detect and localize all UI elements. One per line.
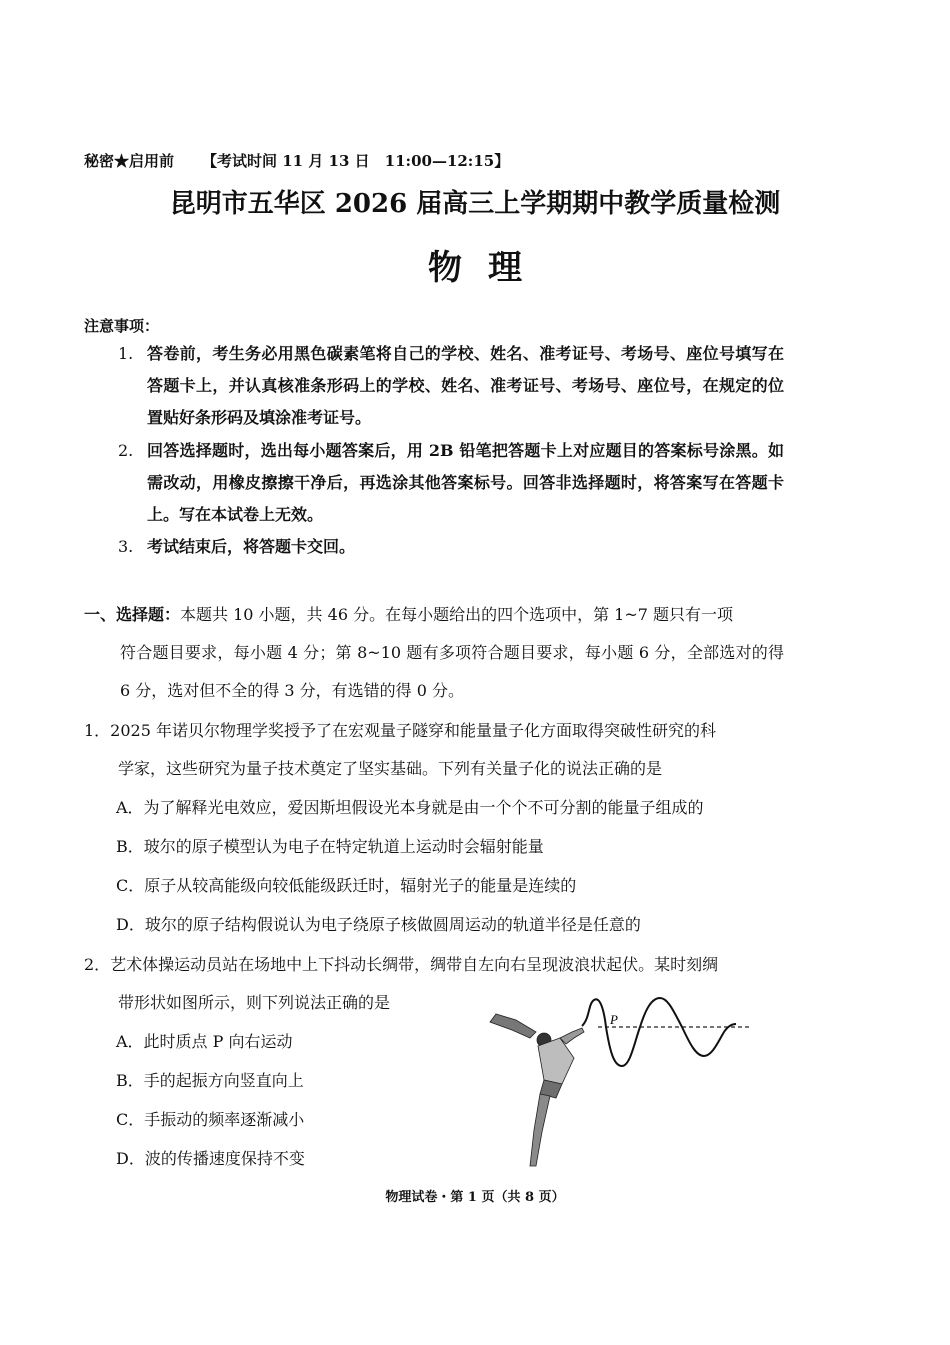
- note-item: [118, 338, 784, 434]
- page-footer: 物理试卷・第 1 页（共 8 页）: [385, 1190, 565, 1205]
- exam-title: 昆明市五华区 2026 届高三上学期期中教学质量检测: [169, 189, 781, 219]
- subject-title: 物理: [428, 248, 548, 288]
- question-stem-cont: 学家，这些研究为量子技术奠定了坚实基础。下列有关量子化的说法正确的是: [118, 759, 663, 778]
- q2-option-a: A．此时质点 P 向右运动: [116, 1032, 293, 1051]
- exam-header: [84, 150, 509, 171]
- q1-option-b: B．玻尔的原子模型认为电子在特定轨道上运动时会辐射能量: [116, 837, 544, 856]
- ribbon-wave: [582, 998, 736, 1066]
- exam-time: 【考试时间 11 月 13 日 11:00—12:15】: [202, 152, 510, 170]
- note-number: 2.: [118, 441, 134, 460]
- q1-option-d: D．玻尔的原子结构假说认为电子绕原子核做圆周运动的轨道半径是任意的: [116, 915, 641, 934]
- question-stem-cont: 带形状如图所示，则下列说法正确的是: [118, 993, 391, 1012]
- note-item: [118, 435, 784, 531]
- gymnast-icon: [490, 1014, 584, 1166]
- section-heading: 一、选择题：: [84, 605, 181, 624]
- q2-option-b: B．手的起振方向竖直向上: [116, 1071, 304, 1090]
- section-text: 本题共 10 小题，共 46 分。在每小题给出的四个选项中，第 1~7 题只有一项: [180, 605, 734, 624]
- note-item: [118, 531, 784, 563]
- question-1: [84, 712, 784, 788]
- gymnast-ribbon-figure: [486, 992, 756, 1170]
- q2-option-c: C．手振动的频率逐渐减小: [116, 1110, 305, 1129]
- q1-option-c: C．原子从较高能级向较低能级跃迁时，辐射光子的能量是连续的: [116, 876, 577, 895]
- section-text-cont: 符合题目要求，每小题 4 分；第 8~10 题有多项符合题目要求，每小题 6 分，全部选对的得 6 分，选对但不全的得 3 分，有选错的得 0 分。: [120, 643, 784, 700]
- q2-option-d: D．波的传播速度保持不变: [116, 1149, 305, 1168]
- question-stem: 1．2025 年诺贝尔物理学奖授予了在宏观量子隧穿和能量量子化方面取得突破性研究的科: [84, 721, 716, 740]
- note-text: 考试结束后，将答题卡交回。: [147, 537, 356, 556]
- question-stem: 2．艺术体操运动员站在场地中上下抖动长绸带，绸带自左向右呈现波浪状起伏。某时刻绸: [84, 955, 719, 974]
- section-instructions: [84, 596, 784, 710]
- note-number: 1.: [118, 344, 134, 363]
- note-text: 答卷前，考生务必用黑色碳素笔将自己的学校、姓名、准考证号、考场号、座位号填写在答题卡上，并认真核准条形码上的学校、姓名、准考证号、考场号、座位号，在规定的位置贴好条形码及填涂准考证号。: [147, 344, 784, 427]
- q1-option-a: A．为了解释光电效应，爱因斯坦假设光本身就是由一个个不可分割的能量子组成的: [116, 798, 704, 817]
- point-p-label: P: [610, 1012, 618, 1027]
- note-number: 3.: [118, 537, 134, 556]
- confidential-label: 秘密★启用前: [84, 152, 175, 170]
- notes-heading: 注意事项：: [84, 317, 160, 335]
- note-text: 回答选择题时，选出每小题答案后，用 2B 铅笔把答题卡上对应题目的答案标号涂黑。如需改动，用橡皮擦擦干净后，再选涂其他答案标号。回答非选择题时，将答案写在答题卡上。写在本试卷上无效。: [147, 441, 784, 524]
